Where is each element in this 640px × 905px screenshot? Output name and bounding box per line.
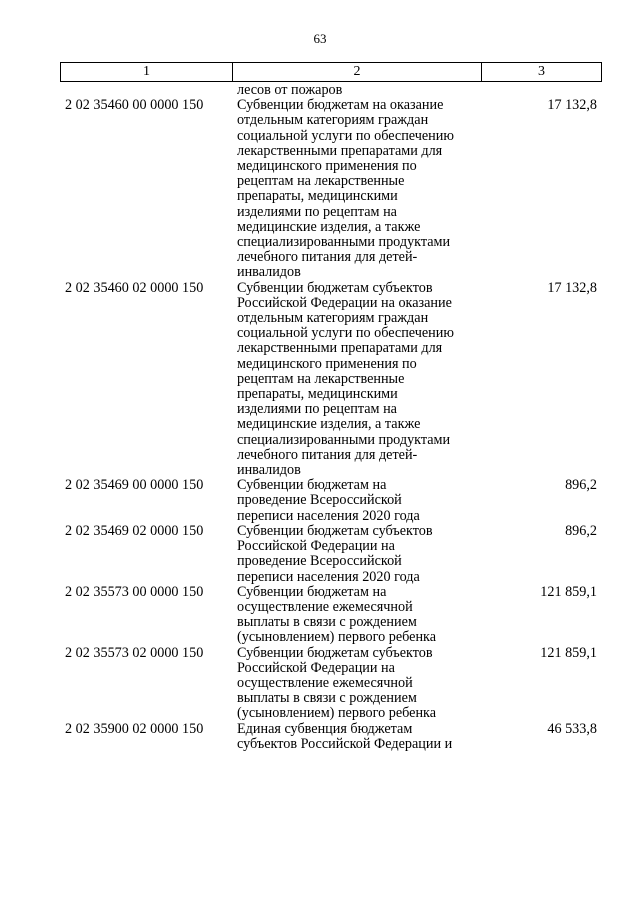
table-row bbox=[60, 83, 602, 98]
budget-code: 2 02 35469 02 0000 150 bbox=[65, 522, 204, 539]
row-description: лесов от пожаров bbox=[237, 82, 343, 98]
budget-code: 2 02 35469 00 0000 150 bbox=[65, 477, 204, 494]
row-description: Субвенции бюджетам субъектов Российской Федерации на осуществление ежемесячной выплаты в связи с рождением (усыновлением) первого ребенка bbox=[237, 644, 437, 722]
row-description: Субвенции бюджетам на осуществление ежемесячной выплаты в связи с рождением (усыновлением) первого ребенка bbox=[237, 583, 437, 646]
header-column-2: 2 bbox=[232, 63, 481, 81]
budget-code: 2 02 35573 02 0000 150 bbox=[65, 644, 204, 661]
row-amount: 17 132,8 bbox=[547, 279, 597, 296]
table-row bbox=[60, 478, 602, 524]
row-description: Субвенции бюджетам субъектов Российской Федерации на проведение Всероссийской переписи населения 2020 года bbox=[237, 522, 433, 585]
table-header bbox=[60, 62, 602, 82]
row-amount: 896,2 bbox=[565, 477, 597, 494]
row-amount: 896,2 bbox=[565, 522, 597, 539]
budget-code bbox=[60, 83, 235, 98]
header-column-3: 3 bbox=[481, 63, 601, 81]
budget-code: 2 02 35900 02 0000 150 bbox=[65, 720, 204, 737]
row-description: Единая субвенция бюджетам субъектов Российской Федерации и bbox=[237, 720, 453, 752]
page-number: 63 bbox=[313, 31, 327, 46]
budget-code: 2 02 35573 00 0000 150 bbox=[65, 583, 204, 600]
row-description: Субвенции бюджетам на оказание отдельным категориям граждан социальной услуги по обеспечению лекарственными препаратами для медицинского применения по рецептам на лекарственные препараты, медицинскими изделиями по рецептам на медицинские изделия, а также специализированными продуктами лечебного питания для детей- инвалидов bbox=[237, 97, 454, 281]
row-amount: 17 132,8 bbox=[547, 97, 597, 114]
row-amount bbox=[481, 83, 602, 98]
row-description: Субвенции бюджетам субъектов Российской Федерации на оказание отдельным категориям граждан социальной услуги по обеспечению лекарственными препаратами для медицинского применения по рецептам на лекарственные препараты, медицинскими изделиями по рецептам на медицинские изделия, а также специализированными продуктами лечебного питания для детей- инвалидов bbox=[237, 279, 454, 479]
table-row bbox=[60, 281, 602, 479]
table-row bbox=[60, 646, 602, 722]
row-amount: 46 533,8 bbox=[547, 720, 597, 737]
table-row bbox=[60, 524, 602, 585]
table-body bbox=[60, 83, 602, 752]
header-column-1: 1 bbox=[143, 64, 150, 79]
row-amount: 121 859,1 bbox=[540, 583, 597, 600]
budget-code: 2 02 35460 02 0000 150 bbox=[65, 279, 204, 296]
row-description: Субвенции бюджетам на проведение Всероссийской переписи населения 2020 года bbox=[237, 477, 420, 524]
table-row bbox=[60, 722, 602, 752]
table-row bbox=[60, 585, 602, 646]
budget-code: 2 02 35460 00 0000 150 bbox=[65, 97, 204, 114]
row-amount: 121 859,1 bbox=[540, 644, 597, 661]
table-row bbox=[60, 98, 602, 280]
